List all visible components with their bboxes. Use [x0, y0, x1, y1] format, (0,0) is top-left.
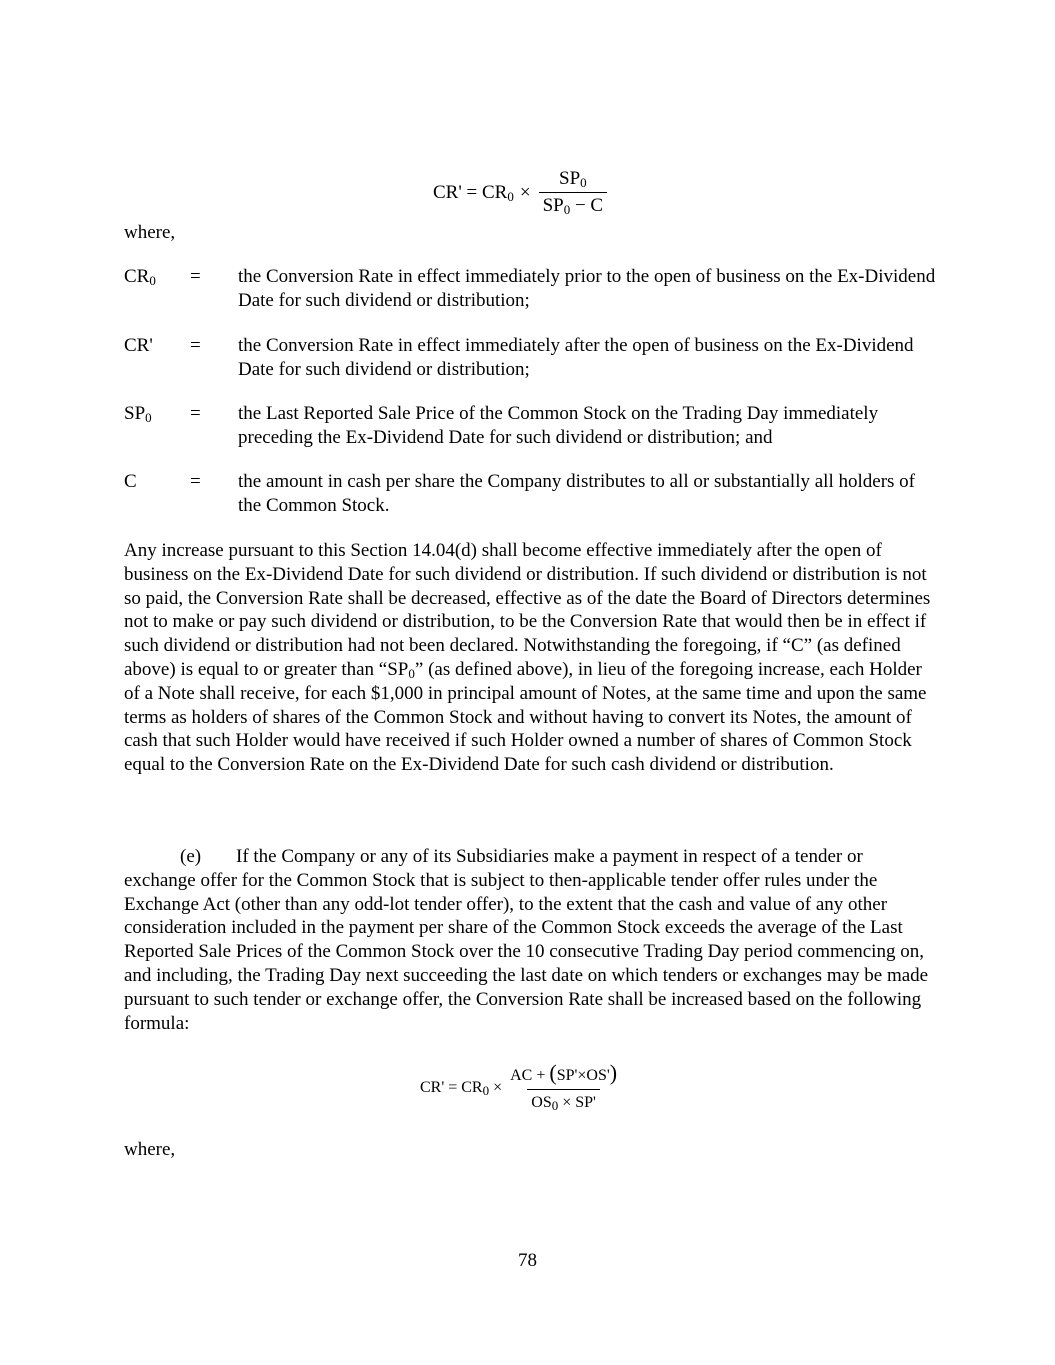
formula2-numerator: AC + (SP'×OS'): [510, 1060, 618, 1085]
formula1-times: ×: [519, 181, 531, 203]
definition-c: [124, 470, 934, 518]
definition-symbol: $SP_0$: [124, 403, 152, 425]
paragraph-e-tender-offer: (e) If the Company or any of its Subsidiaries make a payment in respect of a tender or exchange offer for the Common Stock that is subject to then-applicable tender offer rules under the Exchange Act (other than any odd-lot tender offer), to the extent that the cash and value of any other consideration included in the payment per share of the Common Stock exceeds the average of the Last Reported Sale Prices of the Common Stock over the 10 consecutive Trading Day period commencing on, and including, the Trading Day next succeeding the last date on which tenders or exchanges may be made pursuant to such tender or exchange offer, the Conversion Rate shall be increased based on the following formula:: [124, 846, 929, 1034]
definition-equals: =: [190, 403, 201, 424]
definition-equals: =: [190, 335, 201, 356]
definition-sp0: [124, 402, 934, 450]
definition-equals: =: [190, 471, 201, 492]
formula2-lhs: $CR' = CR_0$: [420, 1079, 490, 1098]
definition-text: the Conversion Rate in effect immediately after the open of business on the Ex-Dividend Date for such dividend or distribution;: [238, 335, 914, 380]
definition-text: the Last Reported Sale Price of the Common Stock on the Trading Day immediately preceding the Ex-Dividend Date for such dividend or distribution; and: [238, 403, 879, 448]
definition-symbol: CR': [124, 335, 153, 356]
formula1-denominator: $SP_0 - C$: [539, 192, 608, 217]
formula2-fraction: [506, 1062, 621, 1114]
page-number: 78: [518, 1250, 537, 1271]
formula1-fraction: [539, 168, 608, 217]
definition-symbol: $CR_0$: [124, 266, 156, 288]
definition-symbol: C: [124, 471, 137, 492]
paragraph-increase-effective: Any increase pursuant to this Section 14.04(d) shall become effective immediately after the open of business on the Ex-Dividend Date for such dividend or distribution. If such dividend or distribution is not so paid, the Conversion Rate shall be decreased, effective as of the date the Board of Directors determines not to make or pay such dividend or distribution, to be the Conversion Rate that would then be in effect if such dividend or distribution had not been declared. Notwithstanding the foregoing, if “C” (as defined above) is equal to or greater than “$SP_0$” (as defined above), in lieu of the foregoing increase, each Holder of a Note shall receive, for each $1,000 in principal amount of Notes, at the same time and upon the same terms as holders of shares of the Common Stock and without having to convert its Notes, the amount of cash that such Holder would have received if such Holder owned a number of shares of Common Stock equal to the Conversion Rate on the Ex-Dividend Date for such cash dividend or distribution.: [124, 540, 931, 776]
definition-cr0: [124, 265, 934, 313]
definition-equals: =: [190, 266, 201, 287]
formula-conversion-rate-tender-offer: [420, 1062, 621, 1114]
formula1-lhs: $CR' = CR_0$: [433, 181, 514, 204]
where-label-2: where,: [124, 1139, 176, 1160]
definition-cr-prime: [124, 334, 934, 382]
formula-conversion-rate-cash-dividend: [433, 168, 607, 217]
formula2-times: ×: [493, 1079, 503, 1096]
formula1-numerator: $SP_0$: [559, 168, 587, 190]
paragraph-label: (e): [180, 846, 202, 867]
definition-text: the amount in cash per share the Company distributes to all or substantially all holders of the Common Stock.: [238, 471, 915, 516]
where-label-1: where,: [124, 222, 176, 243]
formula2-denominator: $OS_0 \times SP'$: [527, 1089, 600, 1114]
definition-text: the Conversion Rate in effect immediately prior to the open of business on the Ex-Dividend Date for such dividend or distribution;: [238, 266, 936, 311]
